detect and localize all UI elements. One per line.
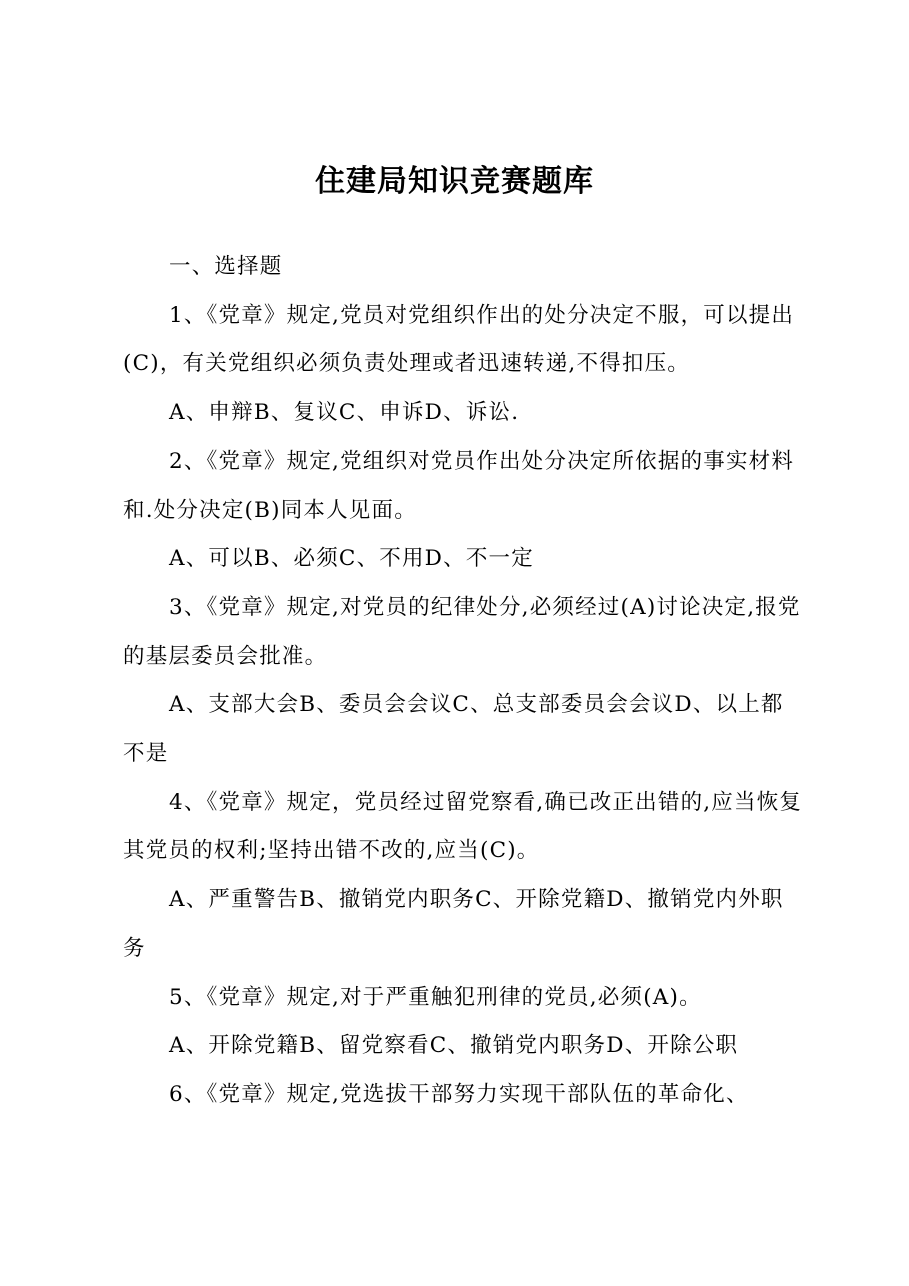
- question-1: 1、《党章》规定,党员对党组织作出的处分决定不服，可以提出(C)，有关党组织必须负责处理或者迅速转递,不得扣压。: [123, 302, 795, 377]
- question-6: 6、《党章》规定,党选拔干部努力实现干部队伍的革命化、: [169, 1081, 749, 1107]
- question-1-options: A、申辩B、复议C、申诉D、诉讼.: [169, 400, 520, 426]
- question-4-options: A、严重警告B、撤销党内职务C、开除党籍D、撤销党内外职务: [123, 887, 784, 961]
- question-2-options: A、可以B、必须C、不用D、不一定: [169, 546, 534, 572]
- document-title: 住建局知识竞赛题库: [315, 164, 594, 199]
- question-2: 2、《党章》规定,党组织对党员作出处分决定所依据的事实材料和.处分决定(B)同本人见面。: [123, 448, 795, 523]
- question-3-options: A、支部大会B、委员会会议C、总支部委员会会议D、以上都不是: [123, 692, 784, 767]
- question-5-options: A、开除党籍B、留党察看C、撤销党内职务D、开除公职: [169, 1033, 739, 1059]
- question-5: 5、《党章》规定,对于严重触犯刑律的党员,必须(A)。: [169, 984, 702, 1010]
- document-body: [123, 243, 803, 1120]
- question-4: 4、《党章》规定，党员经过留党察看,确已改正出错的,应当恢复其党员的权利;坚持出错不改的,应当(C)。: [123, 789, 803, 864]
- section-heading: 一、选择题: [169, 254, 283, 279]
- question-3: 3、《党章》规定,对党员的纪律处分,必须经过(A)讨论决定,报党的基层委员会批准。: [123, 594, 801, 669]
